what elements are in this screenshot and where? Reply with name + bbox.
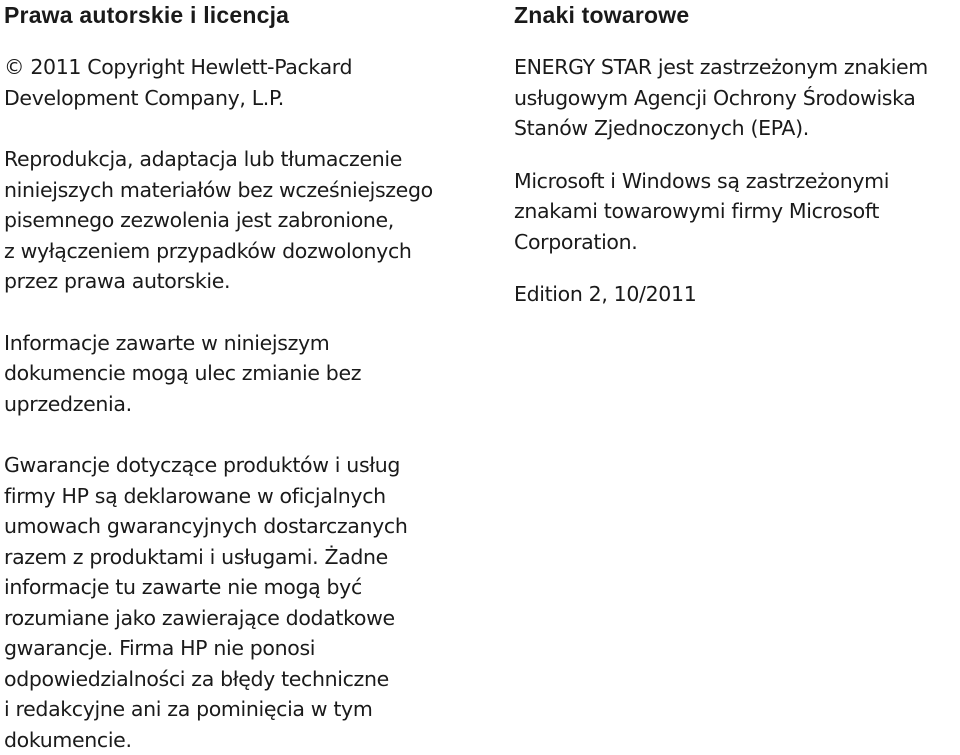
reproduction-line: niniejszych materiałów bez wcześniejszego — [4, 175, 484, 206]
energy-star-line: usługowym Agencji Ochrony Środowiska — [514, 83, 960, 114]
microsoft-line: Corporation. — [514, 227, 960, 258]
energy-star-trademark — [514, 52, 960, 144]
warranty-line: i redakcyjne ani za pominięcia w tym — [4, 694, 484, 725]
copyright-notice — [4, 52, 484, 113]
microsoft-trademark — [514, 166, 960, 258]
reproduction-line: z wyłączeniem przypadków dozwolonych — [4, 236, 484, 267]
warranty-line: odpowiedzialności za błędy techniczne — [4, 664, 484, 695]
warranty-line: Gwarancje dotyczące produktów i usług — [4, 450, 484, 481]
edition-label: Edition 2, 10/2011 — [514, 279, 960, 310]
warranty-line: rozumiane jako zawierające dodatkowe — [4, 603, 484, 634]
warranty-line: firmy HP są deklarowane w oficjalnych — [4, 481, 484, 512]
reproduction-notice — [4, 144, 484, 297]
warranty-line: dokumencie. — [4, 725, 484, 755]
trademarks-heading: Znaki towarowe — [514, 0, 960, 30]
microsoft-line: znakami towarowymi firmy Microsoft — [514, 196, 960, 227]
reproduction-line: Reprodukcja, adaptacja lub tłumaczenie — [4, 144, 484, 175]
left-column — [4, 0, 484, 755]
change-notice-line: uprzedzenia. — [4, 389, 484, 420]
energy-star-line: ENERGY STAR jest zastrzeżonym znakiem — [514, 52, 960, 83]
energy-star-line: Stanów Zjednoczonych (EPA). — [514, 113, 960, 144]
copyright-license-heading: Prawa autorskie i licencja — [4, 0, 484, 30]
warranty-line: gwarancje. Firma HP nie ponosi — [4, 633, 484, 664]
reproduction-line: przez prawa autorskie. — [4, 266, 484, 297]
right-column — [514, 0, 960, 310]
reproduction-line: pisemnego zezwolenia jest zabronione, — [4, 205, 484, 236]
change-notice-line: Informacje zawarte w niniejszym — [4, 328, 484, 359]
copyright-line: © 2011 Copyright Hewlett-Packard — [4, 52, 484, 83]
warranty-notice — [4, 450, 484, 755]
microsoft-line: Microsoft i Windows są zastrzeżonymi — [514, 166, 960, 197]
change-notice — [4, 328, 484, 420]
warranty-line: razem z produktami i usługami. Żadne — [4, 542, 484, 573]
warranty-line: informacje tu zawarte nie mogą być — [4, 572, 484, 603]
copyright-line: Development Company, L.P. — [4, 83, 484, 114]
change-notice-line: dokumencie mogą ulec zmianie bez — [4, 358, 484, 389]
warranty-line: umowach gwarancyjnych dostarczanych — [4, 511, 484, 542]
